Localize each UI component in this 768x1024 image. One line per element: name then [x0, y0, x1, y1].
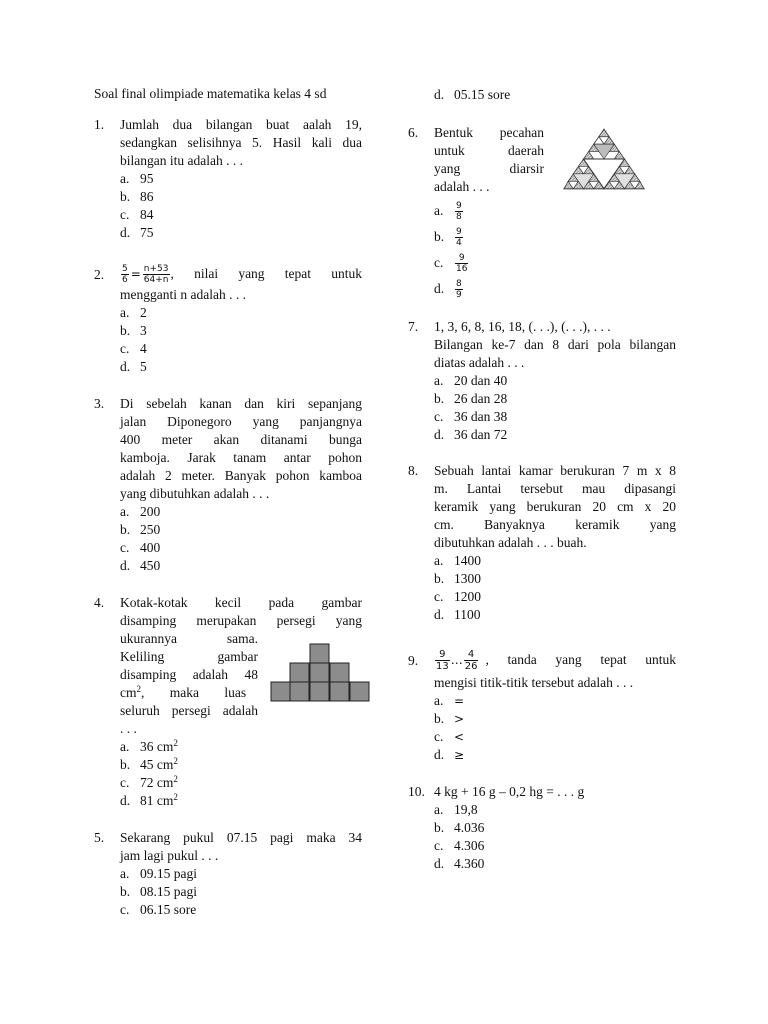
option-a: a. 95	[120, 171, 154, 186]
question-text: 4 kg + 16 g – 0,2 hg = . . . g	[434, 784, 585, 799]
option-d: d. ≥	[434, 747, 465, 762]
question-text: m. Lantai tersebut mau dipasangi	[434, 481, 676, 496]
question-number: 5.	[94, 830, 105, 845]
square-cell	[310, 644, 329, 663]
question-number: 4.	[94, 595, 105, 610]
option-b: b. 26 dan 28	[434, 391, 508, 406]
option-d: d. 75	[120, 225, 154, 240]
option-c: c. 84	[120, 207, 154, 222]
question-text-line: $cm^2$, maka luas	[120, 684, 247, 700]
option-b: b. 250	[120, 522, 161, 537]
option-a: a. 20 dan 40	[434, 373, 508, 388]
question-text: mengisi titik-titik tersebut adalah . . .	[434, 675, 634, 690]
question-text: kamboja. Jarak tanam antar pohon	[120, 450, 362, 465]
question-text: 400 meter akan ditanami bunga	[120, 432, 362, 447]
option-c: c. 4	[120, 341, 147, 356]
option-b: b. 1300	[434, 571, 481, 586]
option-a: a. =	[434, 693, 465, 708]
question-text: keramik yang berukuran 20 cm x 20	[434, 499, 676, 514]
question-text: jalan Diponegoro yang panjangnya	[120, 414, 362, 429]
fraction: $\frac{9}{13}$	[436, 648, 449, 672]
question-5-continued	[434, 86, 634, 104]
option-a: a. 09.15 pagi	[120, 866, 197, 881]
option-d: d. 450	[120, 558, 161, 573]
square-pyramid-figure	[270, 642, 370, 704]
question-text: Sebuah lantai kamar berukuran 7 m x 8	[434, 463, 676, 478]
option-b: b. 4.036	[434, 820, 485, 835]
question-text: cm. Banyaknya keramik yang	[434, 517, 676, 532]
option-a: a. 1400	[434, 553, 481, 568]
question-text: ukurannya sama.	[120, 631, 258, 646]
question-text: Di sebelah kanan dan kiri sepanjang	[120, 396, 362, 411]
question-text: Jumlah dua bilangan buat aalah 19,	[120, 117, 362, 132]
fraction: $\frac{4}{26}$	[464, 648, 478, 672]
option-b: b. 3	[120, 323, 147, 338]
comparison-line	[434, 646, 676, 674]
square-cell	[350, 682, 369, 701]
question-number: 1.	[94, 117, 105, 132]
option-c: c. 72 $cm^2$	[120, 774, 178, 790]
equals-sign: =	[130, 267, 141, 281]
question-text: sedangkan selisihnya 5. Hasil kali dua	[120, 135, 362, 150]
option-a: a. $\frac{9}{8}$	[434, 200, 462, 222]
option-a: a. 19,8	[434, 802, 478, 817]
question-text: Sekarang pukul 07.15 pagi maka 34	[120, 830, 362, 845]
question-text: untuk daerah	[434, 143, 544, 158]
option-d: d. 5	[120, 359, 147, 374]
option-d: d. 81 $cm^2$	[120, 792, 178, 808]
question-text: . . .	[120, 721, 137, 736]
equation-line	[120, 262, 362, 286]
option-c: c. $\frac{9}{16}$	[434, 252, 468, 274]
option-c: c. <	[434, 729, 465, 744]
square-cell	[310, 682, 329, 701]
ellipsis: …	[450, 653, 463, 667]
question-text: Bentuk pecahan	[434, 125, 544, 140]
question-number: 6.	[408, 125, 419, 140]
option-d: d. $\frac{8}{9}$	[434, 278, 462, 300]
question-text: Keliling gambar	[120, 649, 258, 664]
question-text: diatas adalah . . .	[434, 355, 525, 370]
option-a: a. 2	[120, 305, 147, 320]
question-text: jam lagi pukul . . .	[120, 848, 219, 863]
question-text: disamping adalah 48	[120, 667, 258, 682]
question-text: seluruh persegi adalah	[120, 703, 258, 718]
option-a: a. 200	[120, 504, 161, 519]
question-text: , nilai yang tepat untuk	[170, 266, 362, 281]
question-number: 7.	[408, 319, 419, 334]
question-number: 3.	[94, 396, 105, 411]
square-cell	[290, 663, 309, 682]
question-text: yang dibutuhkan adalah . . .	[120, 486, 270, 501]
option-a: a. 36 $cm^2$	[120, 738, 178, 754]
square-cell	[290, 682, 309, 701]
option-c: c. 36 dan 38	[434, 409, 508, 424]
option-b: b. >	[434, 711, 465, 726]
option-c: c. 06.15 sore	[120, 902, 197, 917]
square-cell	[330, 682, 349, 701]
square-cell	[330, 663, 349, 682]
option-b: b. 45 $cm^2$	[120, 756, 178, 772]
option-b: b. 08.15 pagi	[120, 884, 197, 899]
question-text: dibutuhkan adalah . . . buah.	[434, 535, 587, 550]
question-text: bilangan itu adalah . . .	[120, 153, 243, 168]
question-text: Kotak-kotak kecil pada gambar	[120, 595, 362, 610]
option-d: d. 4.360	[434, 856, 485, 871]
option-d: d. 05.15 sore	[434, 87, 511, 102]
question-text: adalah 2 meter. Banyak pohon kamboa	[120, 468, 362, 483]
square-cell	[271, 682, 290, 701]
option-d: d. 36 dan 72	[434, 427, 508, 442]
fraction: $\frac{n+53}{64+n}$	[143, 263, 169, 285]
question-text: , tanda yang tepat untuk	[485, 652, 676, 667]
question-number: 10.	[408, 784, 425, 799]
option-c: c. 4.306	[434, 838, 485, 853]
question-number: 8.	[408, 463, 419, 478]
option-c: c. 1200	[434, 589, 481, 604]
square-cell	[310, 663, 329, 682]
option-b: b. $\frac{9}{4}$	[434, 226, 462, 248]
question-text: yang diarsir	[434, 161, 544, 176]
question-text: Bilangan ke-7 dan 8 dari pola bilangan	[434, 337, 676, 352]
question-text: disamping merupakan persegi yang	[120, 613, 362, 628]
fraction: $\frac{5}{6}$	[122, 263, 128, 285]
page-title: Soal final olimpiade matematika kelas 4 sd	[94, 86, 327, 101]
option-c: c. 400	[120, 540, 161, 555]
question-number: 9.	[408, 653, 419, 668]
question-text: 1, 3, 6, 8, 16, 18, (. . .), (. . .), . . .	[434, 319, 611, 334]
question-number: 2.	[94, 267, 105, 282]
option-b: b. 86	[120, 189, 154, 204]
option-d: d. 1100	[434, 607, 481, 622]
question-text: mengganti n adalah . . .	[120, 287, 246, 302]
shaded-triangle-figure	[563, 128, 645, 190]
question-text: adalah . . .	[434, 179, 490, 194]
